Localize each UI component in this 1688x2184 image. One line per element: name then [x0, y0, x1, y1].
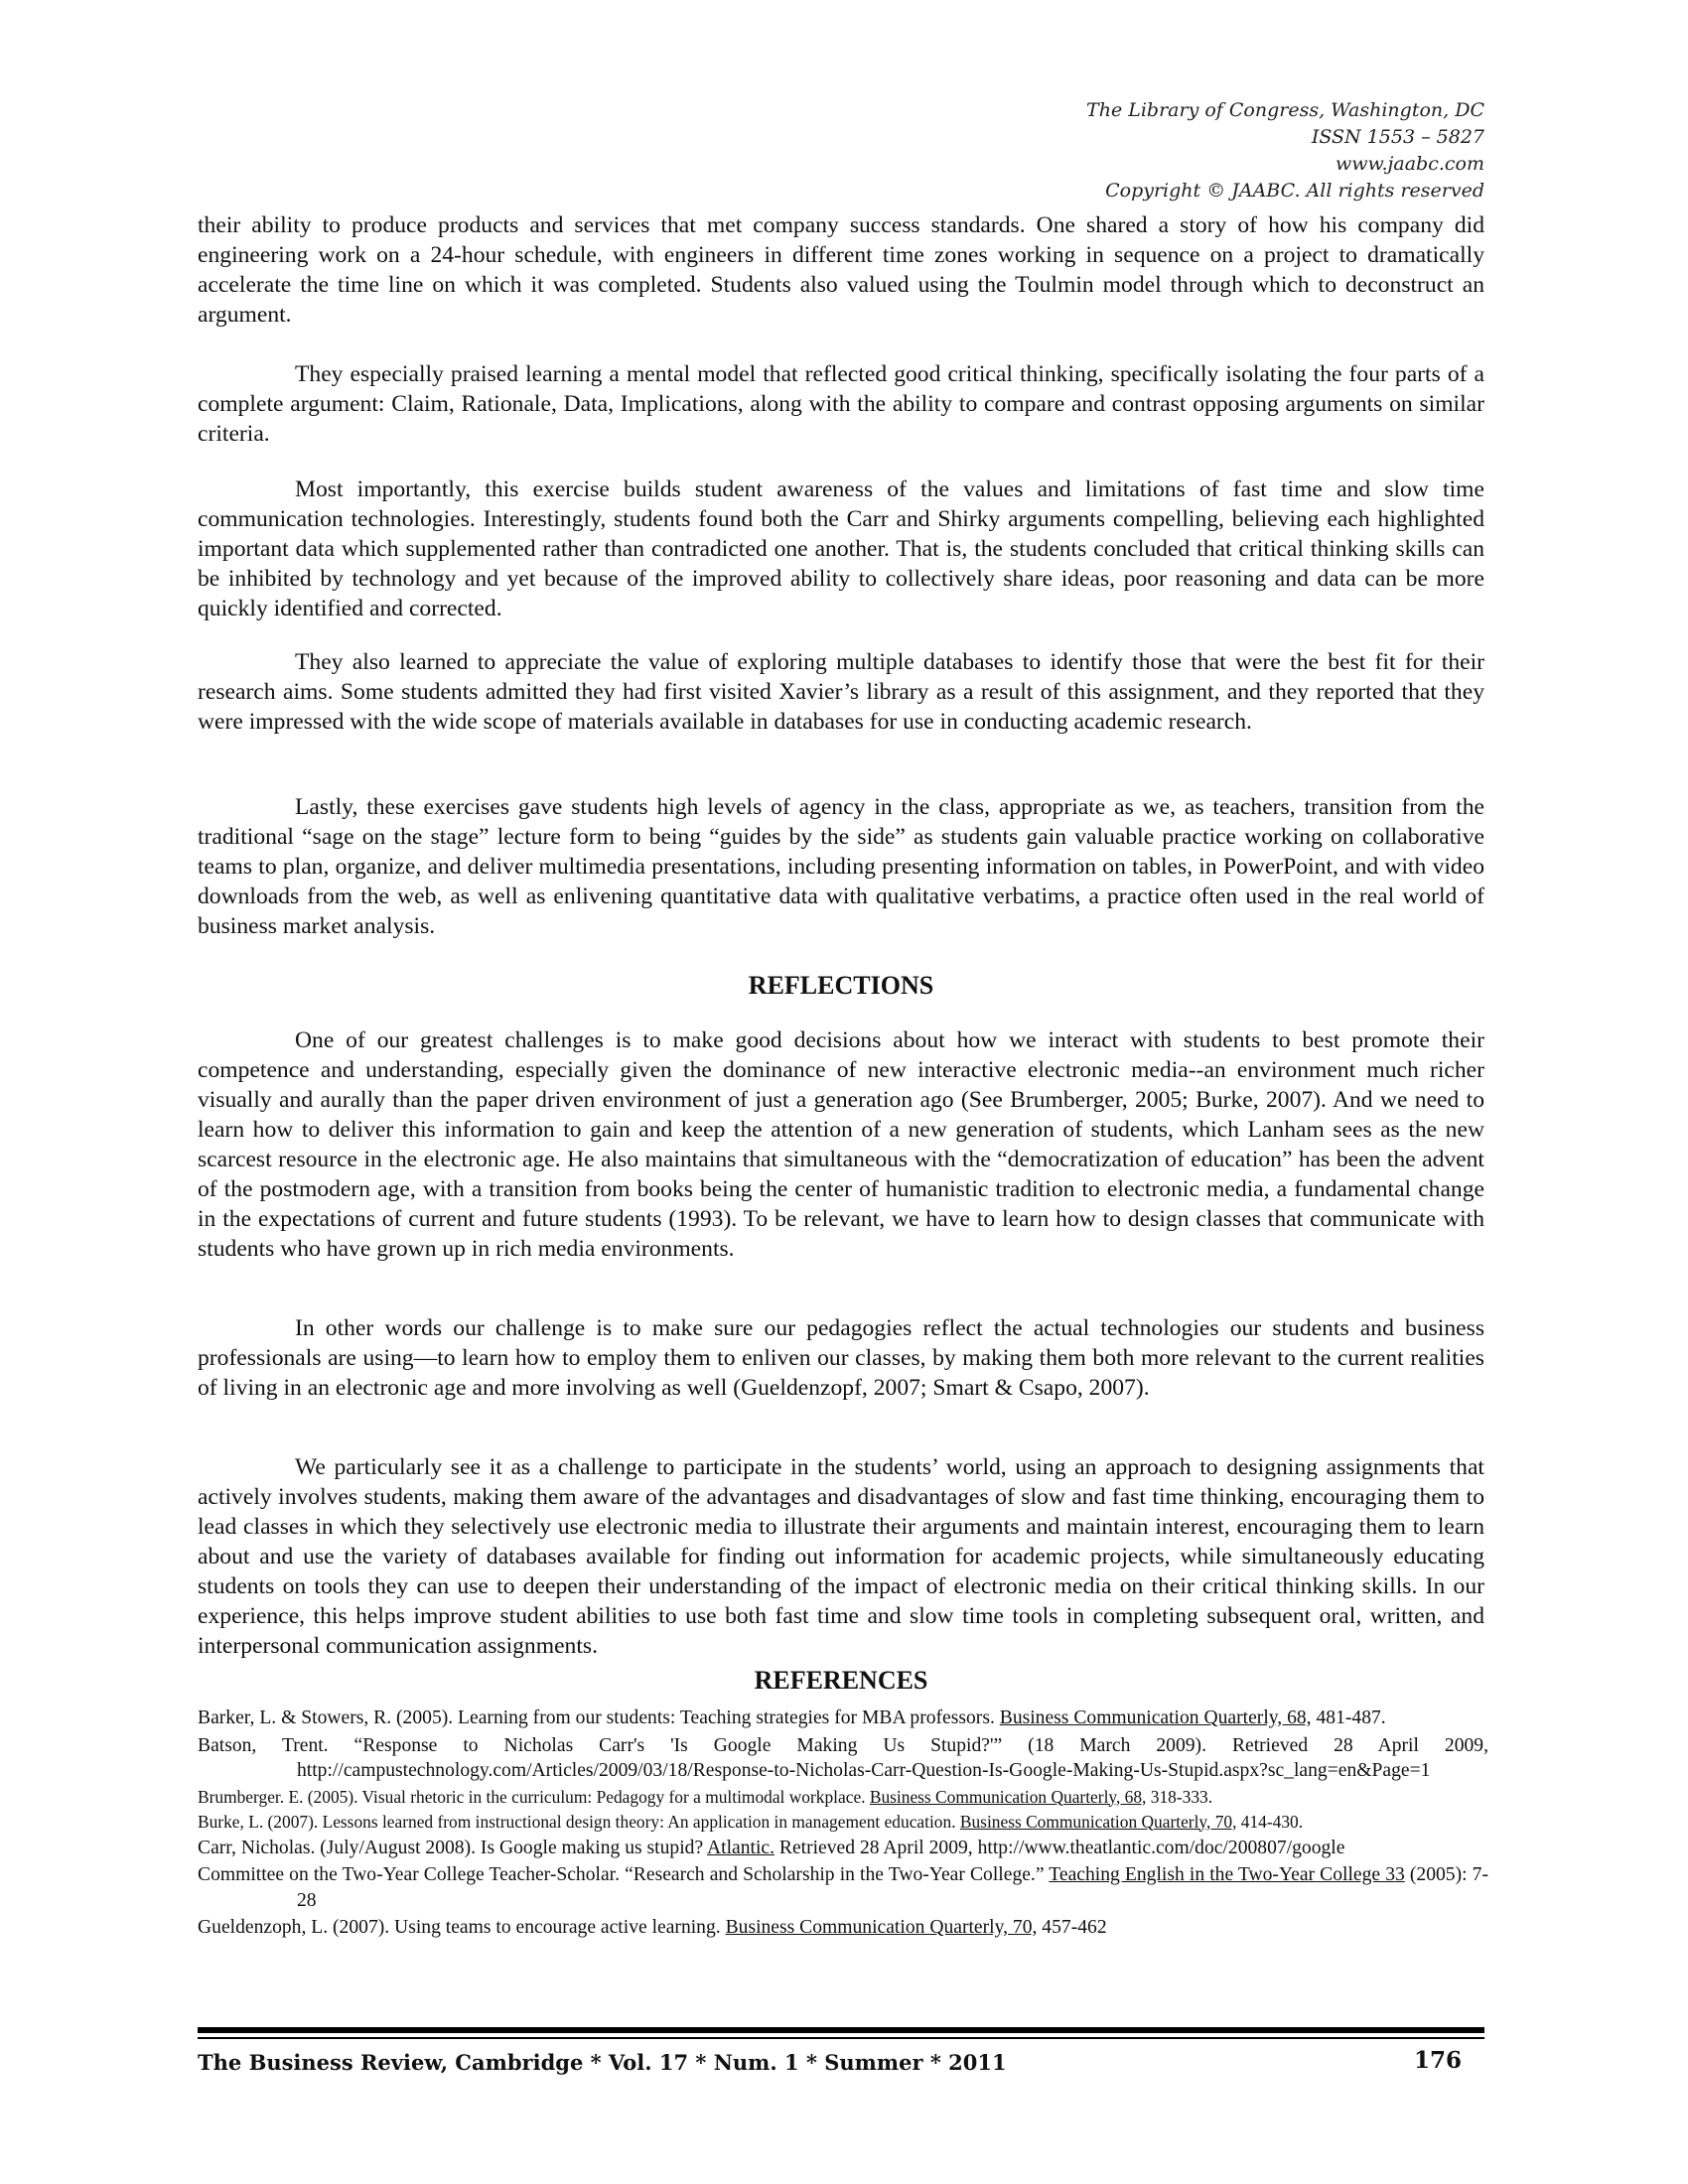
reference-item	[198, 1706, 1488, 1731]
reference-text: Batson, Trent. “Response to Nicholas Carr's 'Is Google Making Us Stupid?'” (18 March 2009). Retrieved 28 April 2009, http://campustechnology.com/Articles/2009/03/18/Response-to-Nicholas-Carr-Question-Is-Google-Making-Us-Stupid.aspx?sc_lang=en&Page=1	[198, 1734, 1488, 1781]
reference-item	[198, 1862, 1488, 1913]
masthead-copyright: Copyright © JAABC. All rights reserved	[1105, 180, 1484, 202]
reference-source: Business Communication Quarterly, 70,	[725, 1917, 1038, 1938]
body-paragraph	[198, 475, 1484, 623]
reference-text: Brumberger. E. (2005). Visual rhetoric in the curriculum: Pedagogy for a multimodal workplace.	[198, 1786, 870, 1807]
body-paragraph	[198, 1025, 1484, 1264]
reference-item	[198, 1786, 1488, 1809]
body-paragraph	[198, 359, 1484, 449]
paragraph-text: They especially praised learning a mental model that reflected good critical thinking, specifically isolating the four parts of a complete argument: Claim, Rationale, Data, Implications, along with the ability to compare and contrast opposing arguments on similar criteria.	[198, 361, 1484, 447]
paragraph-text: One of our greatest challenges is to make good decisions about how we interact with students to best promote their competence and understanding, especially given the dominance of new interactive electronic media--an environment much richer visually and aurally than the paper driven environment of just a generation ago (See Brumberger, 2005; Burke, 2007). And we need to learn how to deliver this information to gain and keep the attention of a new generation of students, which Lanham sees as the new scarcest resource in the electronic age. He also maintains that simultaneous with the “democratization of education” has been the advent of the postmodern age, with a transition from books being the center of humanistic tradition to electronic media, a fundamental change in the expectations of current and future students (1993). To be relevant, we have to learn how to design classes that communicate with students who have grown up in rich media environments.	[198, 1027, 1484, 1262]
reference-text: Burke, L. (2007). Lessons learned from instructional design theory: An application in management education.	[198, 1811, 960, 1832]
reference-item	[198, 1733, 1488, 1784]
reference-source: Business Communication Quarterly, 68,	[999, 1707, 1312, 1728]
section-heading-reflections: REFLECTIONS	[748, 971, 934, 1000]
reference-tail: 481-487.	[1311, 1707, 1386, 1728]
paragraph-text: their ability to produce products and services that met company success standards. One shared a story of how his company did engineering work on a 24-hour schedule, with engineers in different time zones working in sequence on a project to dramatically accelerate the time line on which it was completed. Students also valued using the Toulmin model through which to deconstruct an argument.	[198, 212, 1484, 328]
masthead-issn: ISSN 1553 – 5827	[1311, 126, 1484, 148]
footer-journal-info: The Business Review, Cambridge * Vol. 17 * Num. 1 * Summer * 2011	[198, 2050, 1007, 2075]
footer-rule	[198, 2027, 1484, 2033]
reference-text: Barker, L. & Stowers, R. (2005). Learning from our students: Teaching strategies for MBA professors.	[198, 1707, 1000, 1728]
reference-tail: 414-430.	[1236, 1811, 1304, 1832]
reference-source: Teaching English in the Two-Year College 33	[1049, 1864, 1405, 1885]
reference-text: Committee on the Two-Year College Teacher-Scholar. “Research and Scholarship in the Two-Year College.”	[198, 1864, 1050, 1885]
section-heading-references: REFERENCES	[754, 1666, 928, 1695]
reference-tail: Retrieved 28 April 2009, http://www.theatlantic.com/doc/200807/google	[774, 1837, 1345, 1858]
masthead-url: www.jaabc.com	[1335, 153, 1484, 175]
reference-item	[198, 1811, 1488, 1834]
paragraph-text: In other words our challenge is to make sure our pedagogies reflect the actual technologies our students and business professionals are using—to learn how to employ them to enliven our classes, by making them both more relevant to the current realities of living in an electronic age and more involving as well (Gueldenzopf, 2007; Smart & Csapo, 2007).	[198, 1315, 1484, 1401]
reference-tail: (2005): 7-28	[297, 1864, 1488, 1911]
reference-source: Atlantic.	[706, 1837, 774, 1858]
footer-rule	[198, 2037, 1484, 2039]
reference-source: Business Communication Quarterly, 68,	[869, 1786, 1147, 1807]
body-paragraph	[198, 1452, 1484, 1661]
paragraph-text: They also learned to appreciate the value of exploring multiple databases to identify those that were the best fit for their research aims. Some students admitted they had first visited Xavier’s library as a result of this assignment, and they reported that they were impressed with the wide scope of materials available in databases for use in conducting academic research.	[198, 649, 1484, 735]
reference-list	[198, 1706, 1488, 1943]
reference-tail: 457-462	[1037, 1917, 1107, 1938]
body-paragraph-continued	[198, 210, 1484, 330]
reference-text: Carr, Nicholas. (July/August 2008). Is Google making us stupid?	[198, 1837, 707, 1858]
paragraph-text: Most importantly, this exercise builds student awareness of the values and limitations of fast time and slow time communication technologies. Interestingly, students found both the Carr and Shirky arguments compelling, believing each highlighted important data which supplemented rather than contradicted one another. That is, the students concluded that critical thinking skills can be inhibited by technology and yet because of the improved ability to collectively share ideas, poor reasoning and data can be more quickly identified and corrected.	[198, 477, 1484, 621]
page-number: 176	[1413, 2047, 1462, 2074]
body-paragraph	[198, 1313, 1484, 1403]
body-paragraph	[198, 792, 1484, 941]
masthead	[889, 97, 1484, 205]
masthead-library: The Library of Congress, Washington, DC	[1086, 99, 1484, 121]
paragraph-text: Lastly, these exercises gave students high levels of agency in the class, appropriate as we, as teachers, transition from the traditional “sage on the stage” lecture form to being “guides by the side” as students gain valuable practice working on collaborative teams to plan, organize, and deliver multimedia presentations, including presenting information on tables, in PowerPoint, and with video downloads from the web, as well as enlivening quantitative data with qualitative verbatims, a practice often used in the real world of business market analysis.	[198, 794, 1484, 939]
reference-item	[198, 1836, 1488, 1861]
reference-item	[198, 1915, 1488, 1941]
body-paragraph	[198, 647, 1484, 737]
reference-source: Business Communication Quarterly, 70,	[959, 1811, 1237, 1832]
paragraph-text: We particularly see it as a challenge to participate in the students’ world, using an approach to designing assignments that actively involves students, making them aware of the advantages and disadvantages of slow and fast time thinking, encouraging them to lead classes in which they selectively use electronic media to illustrate their arguments and maintain interest, encouraging them to learn about and use the variety of databases available for finding out information for academic projects, while simultaneously educating students on tools they can use to deepen their understanding of the impact of electronic media on their critical thinking skills. In our experience, this helps improve student abilities to use both fast time and slow time tools in completing subsequent oral, written, and interpersonal communication assignments.	[198, 1454, 1484, 1659]
reference-text: Gueldenzoph, L. (2007). Using teams to encourage active learning.	[198, 1917, 726, 1938]
reference-tail: 318-333.	[1146, 1786, 1213, 1807]
